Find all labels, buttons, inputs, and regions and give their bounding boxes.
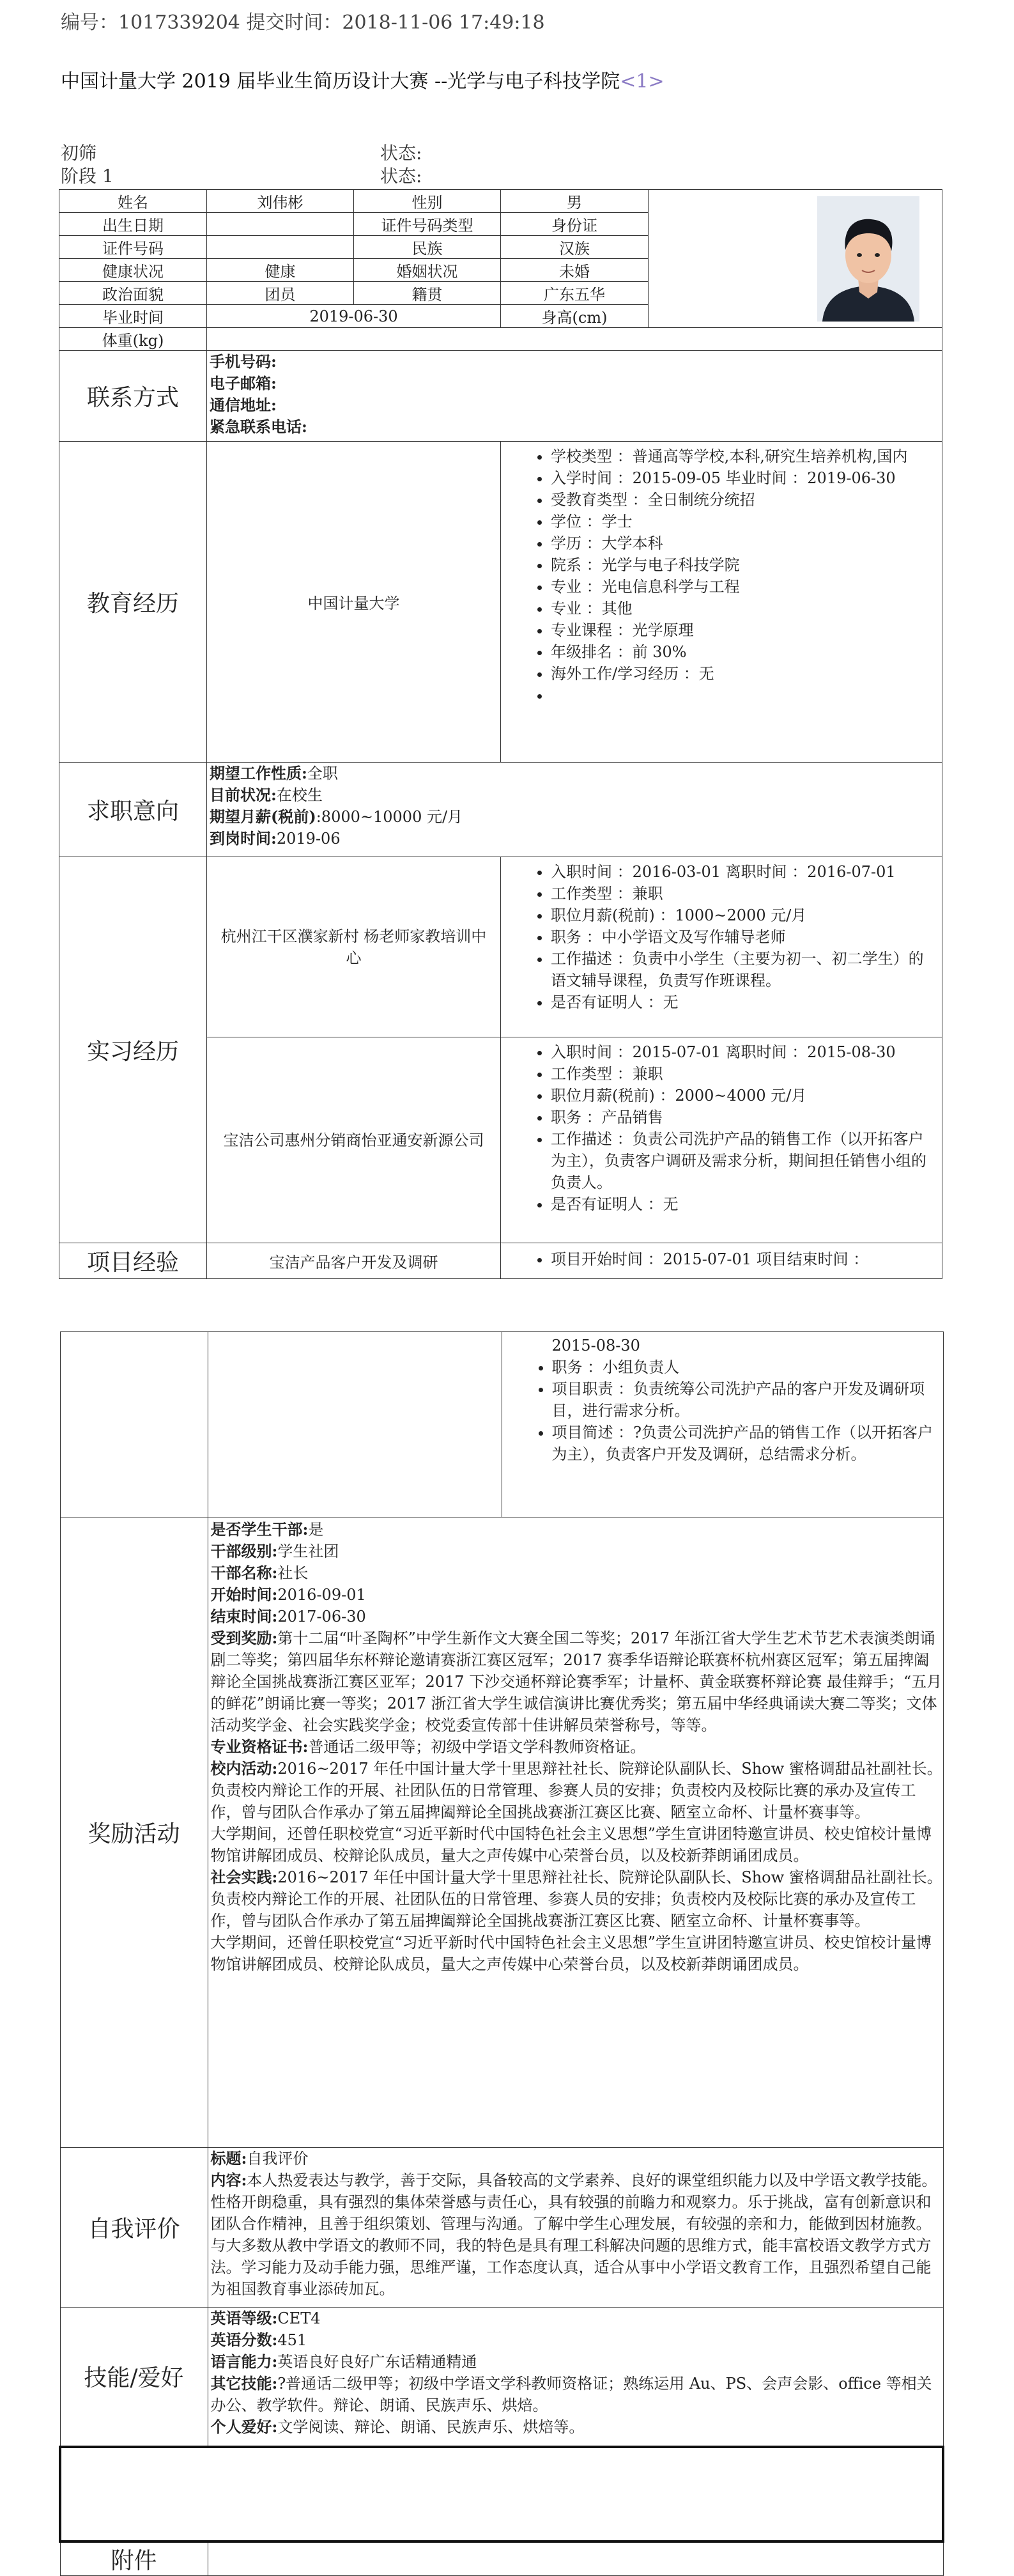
list-item: • 是否有证明人 ：无 xyxy=(551,991,935,1013)
other-skills-value: ?普通话二级甲等；初级中学语文学科教师资格证；熟练运用 Au、PS、会声会影、office 等相关办公、教学软件。辩论、朗诵、民族声乐、烘焙。 xyxy=(210,2375,932,2414)
health-label: 健康状况 xyxy=(59,259,207,282)
native-label: 籍贯 xyxy=(354,282,501,305)
cadre-role-value: 社长 xyxy=(277,1564,309,1582)
nature-label: 期望工作性质: xyxy=(210,764,307,782)
list-item: • 学历 ：大学本科 xyxy=(551,532,935,554)
blank-box xyxy=(60,2447,943,2541)
attachment-cell[interactable] xyxy=(208,2541,943,2576)
project-list xyxy=(502,1356,943,1469)
name-label: 姓名 xyxy=(59,190,207,213)
nation-label: 民族 xyxy=(354,236,501,259)
gender-value: 男 xyxy=(501,190,649,213)
social-label: 社会实践: xyxy=(210,1868,278,1886)
project-continued-name xyxy=(208,1332,502,1517)
grad-label: 毕业时间 xyxy=(59,305,207,328)
address-label: 通信地址: xyxy=(210,396,277,414)
list-item: • 入职时间 ：2015-07-01 离职时间 ：2015-08-30 xyxy=(551,1041,935,1063)
project-details xyxy=(501,1243,942,1279)
avatar xyxy=(817,196,919,322)
grad-value: 2019-06-30 xyxy=(207,305,501,328)
campus-value: 2016~2017 年任中国计量大学十里思辩社社长、院辩论队副队长、Show 蜜格调甜品社副社长。 xyxy=(277,1760,942,1778)
list-item: • 职务 ：小组负责人 xyxy=(552,1356,937,1378)
cert-value: 普通话二级甲等；初级中学语文学科教师资格证。 xyxy=(308,1738,646,1756)
english-level-label: 英语等级: xyxy=(210,2309,278,2327)
salary-value: :8000~10000 元/月 xyxy=(316,808,463,826)
content-value: 本人热爱表达与教学，善于交际，具备较高的文学素养、良好的课堂组织能力以及中学语文教学技能。性格开朗稳重，具有强烈的集体荣誉感与责任心，具有较强的前瞻力和观察力。乐于挑战，富有创新意识和团队合作精神，且善于组织策划、管理与沟通。了解中学生心理发展，有较强的亲和力，能做到因材施教。与大多数从教中学语文的教师不同，我的特色是具有理工科解决问题的思维方式，能丰富校语文教学方式方法。学习能力及动手能力强，思维严谨，工作态度认真，适合从事中小学语文教育工作，且强烈希望自己能为祖国教育事业添砖加瓦。 xyxy=(210,2171,937,2298)
cert-label: 专业资格证书: xyxy=(210,1737,309,1756)
award-value: 第十二届“叶圣陶杯”中学生新作文大赛全国二等奖；2017 年浙江省大学生艺术节艺术表演类朗诵剧二等奖；第四届华东杯辩论邀请赛浙江赛区冠军；2017 赛季华语辩论联赛杯杭州赛区冠军；第五届捭阖辩论全国挑战赛浙江赛区亚军；2017 下沙交通杯辩论赛季军；计量杯、黄金联赛杯辩论赛 最佳辩手；“五月的鲜花”朗诵比赛一等奖；2017 浙江省大学生诚信演讲比赛优秀奖；第五届中华经典诵读大赛二等奖；文体活动奖学金、社会实践奖学金；校党委宣传部十佳讲解员荣誉称号，等等。 xyxy=(210,1629,942,1734)
marital-value: 未婚 xyxy=(501,259,649,282)
list-item: • 受教育类型 ：全日制统分统招 xyxy=(551,489,935,511)
id-type-label: 证件号码类型 xyxy=(354,213,501,236)
language-label: 语言能力: xyxy=(210,2352,278,2371)
start-value: 2016-09-01 xyxy=(277,1586,366,1604)
awards-section-title: 奖励活动 xyxy=(60,1517,208,2148)
stage-label: 阶段 1 xyxy=(61,166,114,187)
current-status-label: 目前状况: xyxy=(210,786,277,804)
list-item: • 项目开始时间 ：2015-07-01 项目结束时间 ： xyxy=(551,1248,935,1270)
cadre-value: 是 xyxy=(308,1521,324,1539)
photo-spacer xyxy=(649,190,795,328)
list-item: • 工作描述 ：负责中小学生（主要为初一、初二学生）的语文辅导课程，负责写作班课程。 xyxy=(551,948,935,991)
cadre-level-label: 干部级别: xyxy=(210,1542,278,1560)
project-section-title: 项目经验 xyxy=(59,1243,207,1279)
email-label: 电子邮箱: xyxy=(210,374,277,392)
heading-value: 自我评价 xyxy=(247,2150,309,2168)
salary-label: 期望月薪(税前) xyxy=(210,807,316,826)
list-item: • 专业 ：光电信息科学与工程 xyxy=(551,576,935,598)
list-item: • 专业课程 ：光学原理 xyxy=(551,619,935,641)
internship-details xyxy=(501,1037,942,1243)
list-item: • 年级排名 ：前 30% xyxy=(551,641,935,663)
english-level-value: CET4 xyxy=(277,2309,321,2327)
social-paragraph: 大学期间，还曾任职校党宣“习近平新时代中国特色社会主义思想”学生宣讲团特邀宣讲员、校史馆校计量博物馆讲解团成员、校辩论队成员，量大之声传媒中心荣誉台员，以及校新莽朗诵团成员。 xyxy=(210,1934,932,1973)
current-status-value: 在校生 xyxy=(276,786,323,804)
end-value: 2017-06-30 xyxy=(277,1608,366,1626)
weight-label: 体重(kg) xyxy=(59,328,207,351)
list-item: • 职务 ：产品销售 xyxy=(551,1106,935,1128)
end-label: 结束时间: xyxy=(210,1607,278,1626)
list-item: • 专业 ：其他 xyxy=(551,598,935,619)
nature-value: 全职 xyxy=(307,764,338,782)
list-item: • 职务 ：中小学语文及写作辅导老师 xyxy=(551,926,935,948)
project-end-date: 2015-08-30 xyxy=(551,1337,640,1354)
round-status: 状态: xyxy=(380,143,422,164)
intention-details xyxy=(207,763,942,857)
list-item: • 入职时间 ：2016-03-01 离职时间 ：2016-07-01 xyxy=(551,861,935,883)
list-item: • 院系 ：光学与电子科技学院 xyxy=(551,554,935,576)
hobby-label: 个人爱好: xyxy=(210,2417,278,2436)
intention-section-title: 求职意向 xyxy=(59,763,207,857)
project-name: 宝洁产品客户开发及调研 xyxy=(207,1243,501,1279)
english-score-value: 451 xyxy=(277,2331,307,2349)
height-label: 身高(cm) xyxy=(501,305,649,328)
submission-meta: 编号：1017339204 提交时间：2018-11-06 17:49:18 xyxy=(61,12,545,34)
other-skills-label: 其它技能: xyxy=(210,2374,278,2393)
self-eval-section-title: 自我评价 xyxy=(60,2148,208,2308)
list-item: • 工作类型 ：兼职 xyxy=(551,883,935,904)
list-item: • 工作描述 ：负责公司洗护产品的销售工作（以开拓客户为主），负责客户调研及需求分析，期间担任销售小组的负责人。 xyxy=(551,1128,935,1193)
project-continued-details xyxy=(502,1332,943,1517)
education-list xyxy=(501,442,942,710)
arrival-label: 到岗时间: xyxy=(210,829,277,848)
hobby-value: 文学阅读、辩论、朗诵、民族声乐、烘焙等。 xyxy=(277,2418,585,2436)
skills-details xyxy=(208,2308,943,2447)
list-item: • 项目职责 ：负责统筹公司洗护产品的客户开发及调研项目，进行需求分析。 xyxy=(552,1378,937,1422)
campus-paragraph: 负责校内辩论工作的开展、社团队伍的日常管理、参赛人员的安排；负责校内及校际比赛的承办及宣传工作，曾与团队合作承办了第五届捭阖辩论全国挑战赛浙江赛区比赛、陋室立命杯、计量杯赛事等。 xyxy=(210,1781,916,1821)
education-section-title: 教育经历 xyxy=(59,442,207,763)
english-score-label: 英语分数: xyxy=(210,2331,278,2349)
round-label: 初筛 xyxy=(61,143,97,164)
heading-label: 标题: xyxy=(210,2149,247,2168)
contact-details xyxy=(207,351,942,442)
stage-status: 状态: xyxy=(380,166,422,187)
gender-label: 性别 xyxy=(354,190,501,213)
education-school: 中国计量大学 xyxy=(207,442,501,763)
birth-label: 出生日期 xyxy=(59,213,207,236)
list-item: • 入学时间 ：2015-09-05 毕业时间 ：2019-06-30 xyxy=(551,467,935,489)
marital-label: 婚姻状况 xyxy=(354,259,501,282)
list-item: • 项目简述 ：?负责公司洗护产品的销售工作（以开拓客户为主），负责客户开发及调研，总结需求分析。 xyxy=(552,1422,937,1465)
cadre-role-label: 干部名称: xyxy=(210,1563,278,1582)
resume-table-page1 xyxy=(59,189,942,1279)
politics-label: 政治面貌 xyxy=(59,282,207,305)
id-no-label: 证件号码 xyxy=(59,236,207,259)
internship-list xyxy=(501,857,942,1017)
list-item: • 学位 ：学士 xyxy=(551,511,935,532)
nation-value: 汉族 xyxy=(501,236,649,259)
list-item: • 是否有证明人 ：无 xyxy=(551,1193,935,1215)
education-details xyxy=(501,442,942,763)
list-item: • 职位月薪(税前) ：1000~2000 元/月 xyxy=(551,904,935,926)
campus-paragraph: 大学期间，还曾任职校党宣“习近平新时代中国特色社会主义思想”学生宣讲团特邀宣讲员、校史馆校计量博物馆讲解团成员、校辩论队成员，量大之声传媒中心荣誉台员，以及校新莽朗诵团成员。 xyxy=(210,1825,932,1865)
id-no-value xyxy=(207,236,354,259)
page-title xyxy=(61,65,664,93)
internship-section-title: 实习经历 xyxy=(59,857,207,1243)
page-indicator[interactable]: <1> xyxy=(620,70,664,93)
politics-value: 团员 xyxy=(207,282,354,305)
health-value: 健康 xyxy=(207,259,354,282)
campus-label: 校内活动: xyxy=(210,1759,278,1778)
internship-org: 杭州江干区濮家新村 杨老师家教培训中心 xyxy=(207,857,501,1037)
list-item xyxy=(551,685,935,706)
photo-cell xyxy=(795,190,942,328)
awards-details xyxy=(208,1517,943,2148)
skills-section-title: 技能/爱好 xyxy=(60,2308,208,2447)
award-label: 受到奖励: xyxy=(210,1629,278,1647)
internship-details xyxy=(501,857,942,1037)
id-type-value: 身份证 xyxy=(501,213,649,236)
internship-list xyxy=(501,1037,942,1219)
cadre-level-value: 学生社团 xyxy=(277,1542,339,1560)
internship-org: 宝洁公司惠州分销商怡亚通安新源公司 xyxy=(207,1037,501,1243)
content-label: 内容: xyxy=(210,2171,247,2189)
list-item: • 工作类型 ：兼职 xyxy=(551,1063,935,1085)
birth-value xyxy=(207,213,354,236)
list-item: • 海外工作/学习经历 ：无 xyxy=(551,663,935,685)
start-label: 开始时间: xyxy=(210,1585,278,1604)
arrival-value: 2019-06 xyxy=(276,830,341,848)
self-eval-details xyxy=(208,2148,943,2308)
list-item: • 学校类型 ：普通高等学校,本科,研究生培养机构,国内 xyxy=(551,446,935,467)
list-item: • 职位月薪(税前) ：2000~4000 元/月 xyxy=(551,1085,935,1106)
social-value: 2016~2017 年任中国计量大学十里思辩社社长、院辩论队副队长、Show 蜜格调甜品社副社长。 xyxy=(277,1868,942,1886)
emergency-label: 紧急联系电话: xyxy=(210,417,307,436)
title-text: 中国计量大学 2019 届毕业生简历设计大赛 --光学与电子科技学院 xyxy=(61,70,620,93)
project-continued-spacer xyxy=(60,1332,208,1517)
weight-value xyxy=(207,328,942,351)
language-value: 英语良好良好广东话精通精通 xyxy=(277,2353,477,2371)
phone-label: 手机号码: xyxy=(210,352,277,371)
resume-table-page2 xyxy=(59,1331,944,2576)
name-value: 刘伟彬 xyxy=(207,190,354,213)
social-paragraph: 负责校内辩论工作的开展、社团队伍的日常管理、参赛人员的安排；负责校内及校际比赛的承办及宣传工作，曾与团队合作承办了第五届捭阖辩论全国挑战赛浙江赛区比赛、陋室立命杯、计量杯赛事等。 xyxy=(210,1890,916,1930)
contact-section-title: 联系方式 xyxy=(59,351,207,442)
attachment-label: 附件 xyxy=(60,2541,208,2576)
native-value: 广东五华 xyxy=(501,282,649,305)
project-list xyxy=(501,1243,942,1273)
cadre-label: 是否学生干部: xyxy=(210,1520,309,1539)
